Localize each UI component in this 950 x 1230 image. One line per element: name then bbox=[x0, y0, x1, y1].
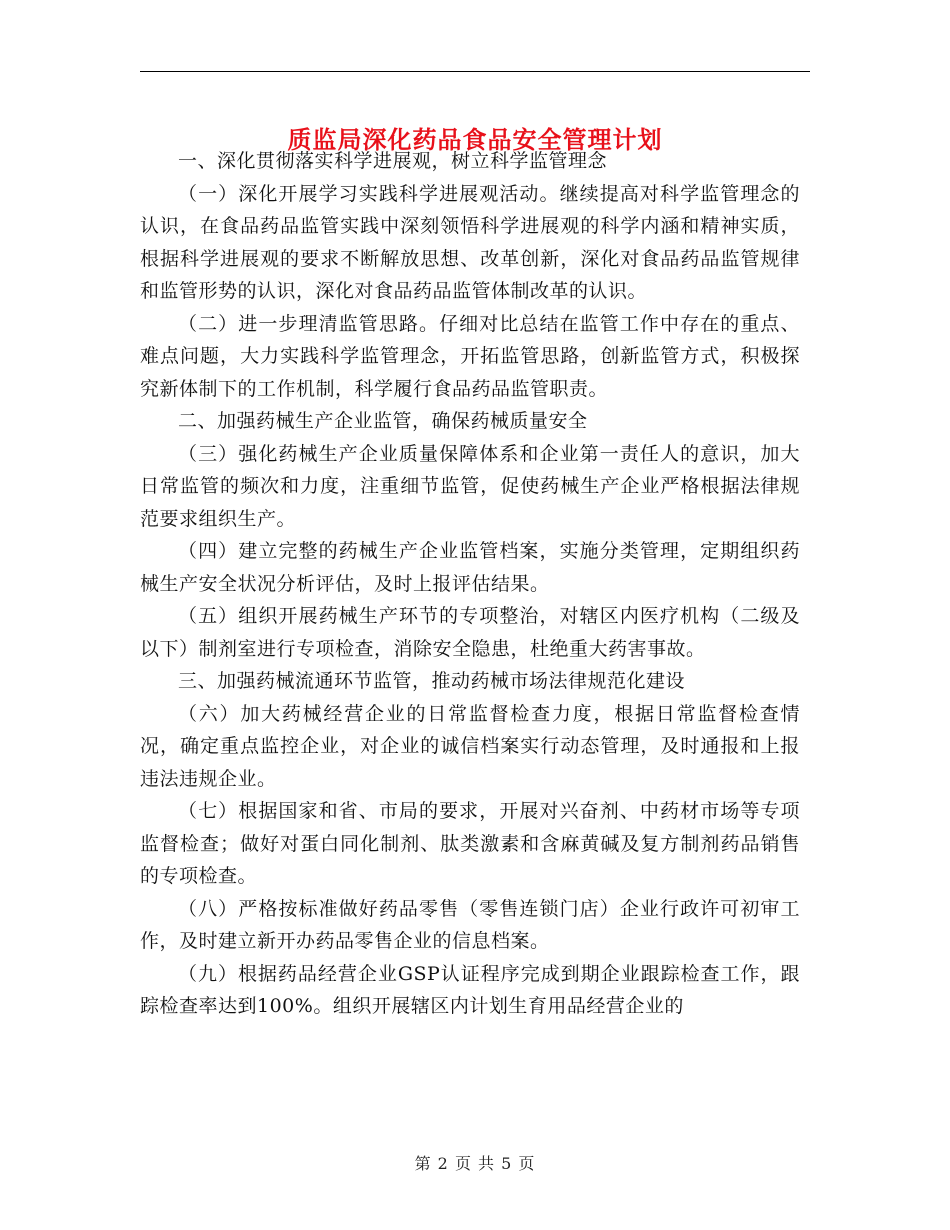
paragraph-item-5: （五）组织开展药械生产环节的专项整治，对辖区内医疗机构（二级及以下）制剂室进行专项检查，消除安全隐患，杜绝重大药害事故。 bbox=[140, 605, 800, 660]
paragraph-item-4: （四）建立完整的药械生产企业监管档案，实施分类管理，定期组织药械生产安全状况分析评估，及时上报评估结果。 bbox=[140, 540, 800, 595]
paragraph-item-2: （二）进一步理清监管思路。仔细对比总结在监管工作中存在的重点、难点问题，大力实践科学监管理念，开拓监管思路，创新监管方式，积极探究新体制下的工作机制，科学履行食品药品监管职责。 bbox=[140, 312, 800, 400]
paragraph-item-1: （一）深化开展学习实践科学进展观活动。继续提高对科学监管理念的认识，在食品药品监管实践中深刻领悟科学进展观的科学内涵和精神实质，根据科学进展观的要求不断解放思想、改革创新，深化对食品药品监管规律和监管形势的认识，深化对食品药品监管体制改革的认识。 bbox=[140, 182, 800, 302]
paragraph-item-7: （七）根据国家和省、市局的要求，开展对兴奋剂、中药材市场等专项监督检查；做好对蛋白同化制剂、肽类激素和含麻黄碱及复方制剂药品销售的专项检查。 bbox=[140, 800, 800, 887]
paragraph-item-6: （六）加大药械经营企业的日常监督检查力度，根据日常监督检查情况，确定重点监控企业，对企业的诚信档案实行动态管理，及时通报和上报违法违规企业。 bbox=[140, 702, 800, 790]
section-heading-3: 三、加强药械流通环节监管，推动药械市场法律规范化建设 bbox=[178, 670, 686, 692]
section-heading-1: 一、深化贯彻落实科学进展观，树立科学监管理念 bbox=[178, 150, 608, 172]
paragraph-item-9: （九）根据药品经营企业GSP认证程序完成到期企业跟踪检查工作，跟踪检查率达到100%。组织开展辖区内计划生育用品经营企业的 bbox=[140, 962, 800, 1017]
paragraph-item-8: （八）严格按标准做好药品零售（零售连锁门店）企业行政许可初审工作，及时建立新开办药品零售企业的信息档案。 bbox=[140, 897, 800, 952]
document-body bbox=[140, 145, 800, 1023]
page-number-footer: 第 2 页 共 5 页 bbox=[414, 1154, 536, 1173]
document-title: 质监局深化药品食品安全管理计划 bbox=[287, 125, 663, 155]
header-rule bbox=[140, 71, 810, 72]
paragraph-item-3: （三）强化药械生产企业质量保障体系和企业第一责任人的意识，加大日常监管的频次和力度，注重细节监管，促使药械生产企业严格根据法律规范要求组织生产。 bbox=[140, 442, 800, 530]
section-heading-2: 二、加强药械生产企业监管，确保药械质量安全 bbox=[178, 410, 588, 432]
